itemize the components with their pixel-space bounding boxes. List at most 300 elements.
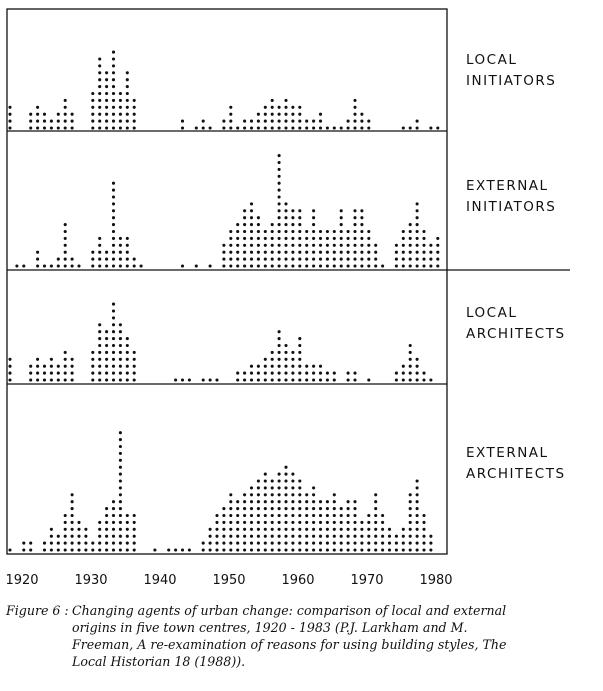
dot	[353, 507, 356, 510]
dot	[305, 535, 308, 538]
dot	[319, 500, 322, 503]
dot	[409, 378, 412, 381]
dot	[229, 535, 232, 538]
dot	[340, 258, 343, 261]
dot-column	[71, 258, 74, 268]
panel-label-line1: LOCAL	[466, 305, 518, 321]
dot	[222, 548, 225, 551]
dot	[278, 535, 281, 538]
dot	[353, 99, 356, 102]
dot	[409, 264, 412, 267]
dot	[98, 323, 101, 326]
dot	[167, 548, 170, 551]
dot	[36, 365, 39, 368]
dot	[112, 99, 115, 102]
dot	[381, 528, 384, 531]
dot	[278, 154, 281, 157]
dot	[305, 230, 308, 233]
dot	[84, 548, 87, 551]
dot	[360, 264, 363, 267]
dot	[409, 500, 412, 503]
dot	[257, 264, 260, 267]
dot	[133, 521, 136, 524]
dot	[319, 365, 322, 368]
dot	[264, 542, 267, 545]
dot	[91, 548, 94, 551]
dot-column	[29, 542, 32, 552]
dot-column	[278, 154, 281, 268]
dot	[250, 500, 253, 503]
dot	[57, 264, 60, 267]
dot	[278, 244, 281, 247]
dot	[374, 251, 377, 254]
dot	[416, 535, 419, 538]
dot	[416, 230, 419, 233]
dot	[312, 372, 315, 375]
dot	[215, 514, 218, 517]
dot	[98, 378, 101, 381]
dot	[284, 264, 287, 267]
x-tick-labels	[5, 573, 452, 588]
dot-column	[326, 126, 329, 129]
dot	[319, 251, 322, 254]
dot	[278, 500, 281, 503]
dot	[312, 548, 315, 551]
dot	[271, 521, 274, 524]
dot	[291, 493, 294, 496]
dot-column	[105, 330, 108, 381]
x-tick-label: 1980	[419, 573, 453, 588]
dot-column	[181, 378, 184, 381]
dot	[298, 521, 301, 524]
dot	[119, 535, 122, 538]
dot	[105, 344, 108, 347]
dot-column	[98, 57, 101, 129]
dot	[264, 493, 267, 496]
dot	[236, 521, 239, 524]
dot	[326, 514, 329, 517]
dot	[436, 264, 439, 267]
dot	[126, 548, 129, 551]
dot-column	[326, 372, 329, 382]
dot	[71, 358, 74, 361]
dot-column	[257, 365, 260, 382]
dot	[236, 251, 239, 254]
dot	[229, 237, 232, 240]
dot	[126, 99, 129, 102]
dot-column	[360, 521, 363, 552]
dot	[119, 548, 122, 551]
dot	[353, 535, 356, 538]
dot	[119, 372, 122, 375]
dot	[112, 189, 115, 192]
dot	[105, 126, 108, 129]
dot	[71, 120, 74, 123]
dot-column	[133, 351, 136, 382]
dot	[271, 372, 274, 375]
dot	[298, 237, 301, 240]
dot	[119, 452, 122, 455]
dot	[367, 514, 370, 517]
dot	[402, 542, 405, 545]
dot	[291, 486, 294, 489]
dot	[284, 507, 287, 510]
dot	[133, 535, 136, 538]
dot	[409, 126, 412, 129]
dot	[112, 244, 115, 247]
dot	[257, 493, 260, 496]
dot-column	[360, 113, 363, 130]
dot	[333, 542, 336, 545]
dot-column	[133, 514, 136, 552]
dot	[360, 120, 363, 123]
dot	[326, 372, 329, 375]
dot	[257, 528, 260, 531]
dot-column	[305, 365, 308, 382]
dot	[126, 514, 129, 517]
dot	[347, 372, 350, 375]
dot-column	[140, 264, 143, 267]
dot	[305, 237, 308, 240]
dot	[209, 548, 212, 551]
dot-column	[333, 372, 336, 382]
dot	[119, 120, 122, 123]
dot	[347, 244, 350, 247]
dot	[112, 209, 115, 212]
dot	[57, 378, 60, 381]
dot	[91, 365, 94, 368]
dot-column	[298, 479, 301, 551]
dot	[126, 120, 129, 123]
dot	[340, 535, 343, 538]
dot-column	[236, 372, 239, 382]
dot	[188, 548, 191, 551]
dot	[257, 521, 260, 524]
dot	[388, 548, 391, 551]
dot	[429, 542, 432, 545]
dot	[422, 244, 425, 247]
dot	[243, 258, 246, 261]
dot	[98, 113, 101, 116]
dot	[278, 358, 281, 361]
dot-column	[84, 528, 87, 552]
dot	[347, 258, 350, 261]
dot	[236, 378, 239, 381]
dot	[291, 237, 294, 240]
dot	[367, 244, 370, 247]
dot-column	[229, 230, 232, 268]
dot	[215, 521, 218, 524]
dot	[236, 264, 239, 267]
dot	[367, 251, 370, 254]
dot	[112, 195, 115, 198]
dot	[119, 337, 122, 340]
dot	[264, 514, 267, 517]
dot	[278, 330, 281, 333]
dot	[374, 521, 377, 524]
dot	[278, 264, 281, 267]
dot-column	[91, 92, 94, 130]
dot	[222, 528, 225, 531]
dot	[91, 113, 94, 116]
dot	[312, 528, 315, 531]
dot	[402, 372, 405, 375]
dot	[126, 378, 129, 381]
dot	[250, 258, 253, 261]
dot	[222, 258, 225, 261]
dot	[29, 548, 32, 551]
dot	[298, 113, 301, 116]
dot	[291, 372, 294, 375]
dot	[284, 473, 287, 476]
dot	[284, 113, 287, 116]
dot	[229, 244, 232, 247]
dot	[284, 548, 287, 551]
dot	[264, 258, 267, 261]
dot	[381, 264, 384, 267]
dot	[71, 542, 74, 545]
dot	[57, 113, 60, 116]
dot	[133, 264, 136, 267]
dot	[133, 258, 136, 261]
dot	[243, 542, 246, 545]
dot-column	[195, 126, 198, 129]
dot	[326, 244, 329, 247]
dot	[298, 216, 301, 219]
dot	[340, 521, 343, 524]
dot	[284, 378, 287, 381]
dot	[250, 378, 253, 381]
dot-column	[409, 493, 412, 551]
dot	[250, 244, 253, 247]
dot	[319, 113, 322, 116]
dot	[98, 64, 101, 67]
x-tick-label: 1930	[74, 573, 108, 588]
dot	[429, 548, 432, 551]
dot	[284, 528, 287, 531]
dot	[105, 337, 108, 340]
dot	[250, 120, 253, 123]
dot	[367, 528, 370, 531]
dot	[36, 120, 39, 123]
dot	[236, 126, 239, 129]
dot	[105, 358, 108, 361]
dot	[264, 528, 267, 531]
dot-column	[416, 358, 419, 382]
dot	[298, 365, 301, 368]
dot	[416, 521, 419, 524]
dot-column	[222, 244, 225, 268]
dot	[112, 309, 115, 312]
dot	[278, 175, 281, 178]
dot	[284, 202, 287, 205]
dot	[243, 493, 246, 496]
dot	[77, 521, 80, 524]
dot	[312, 365, 315, 368]
dot-column	[409, 223, 412, 268]
panel-4-dots	[8, 431, 432, 551]
dot	[112, 216, 115, 219]
dot	[360, 251, 363, 254]
dot	[395, 548, 398, 551]
dot	[215, 548, 218, 551]
dot	[278, 126, 281, 129]
dot	[36, 106, 39, 109]
dot	[374, 493, 377, 496]
dot-column	[319, 230, 322, 268]
dot	[271, 237, 274, 240]
dot	[395, 372, 398, 375]
dot	[312, 486, 315, 489]
dot	[250, 521, 253, 524]
dot	[105, 521, 108, 524]
dot	[284, 351, 287, 354]
dot-column	[174, 548, 177, 551]
dot	[367, 542, 370, 545]
dot-column	[29, 365, 32, 382]
dot	[98, 542, 101, 545]
dot	[119, 459, 122, 462]
dot	[305, 500, 308, 503]
dot-column	[278, 106, 281, 130]
dot	[91, 126, 94, 129]
dot	[105, 507, 108, 510]
dot	[195, 264, 198, 267]
dot	[257, 216, 260, 219]
dot-column	[64, 514, 67, 552]
dot	[57, 542, 60, 545]
dot	[284, 486, 287, 489]
dot	[91, 351, 94, 354]
dot	[416, 237, 419, 240]
dot	[291, 365, 294, 368]
dot	[105, 120, 108, 123]
dot	[395, 542, 398, 545]
dot	[271, 223, 274, 226]
dot	[112, 330, 115, 333]
dot	[71, 113, 74, 116]
dot	[64, 542, 67, 545]
dot	[367, 258, 370, 261]
dot-column	[340, 126, 343, 129]
dot	[112, 521, 115, 524]
dot	[64, 244, 67, 247]
dot	[416, 244, 419, 247]
dot-column	[119, 92, 122, 130]
dot	[333, 528, 336, 531]
dot-column	[374, 493, 377, 551]
dot	[319, 507, 322, 510]
dot	[222, 244, 225, 247]
dot	[353, 230, 356, 233]
dot	[119, 106, 122, 109]
dot	[264, 106, 267, 109]
dot	[271, 120, 274, 123]
dot	[278, 209, 281, 212]
dot	[119, 244, 122, 247]
dot	[133, 514, 136, 517]
dot	[57, 365, 60, 368]
dot	[119, 542, 122, 545]
dot	[84, 528, 87, 531]
dot	[77, 535, 80, 538]
dot	[250, 535, 253, 538]
dot	[298, 372, 301, 375]
dot	[326, 126, 329, 129]
dot	[43, 120, 46, 123]
dot	[278, 542, 281, 545]
dot	[429, 264, 432, 267]
dot	[271, 106, 274, 109]
dot	[422, 521, 425, 524]
dot	[250, 230, 253, 233]
dot-column	[257, 479, 260, 551]
dot-column	[360, 209, 363, 267]
dot	[298, 344, 301, 347]
dot	[409, 372, 412, 375]
dot	[174, 548, 177, 551]
dot	[416, 365, 419, 368]
dot	[284, 365, 287, 368]
dot	[278, 378, 281, 381]
dot-column	[195, 264, 198, 267]
dot-column	[250, 486, 253, 551]
dot-column	[43, 542, 46, 552]
dot	[291, 209, 294, 212]
dot	[29, 113, 32, 116]
dot	[402, 264, 405, 267]
dot-column	[264, 106, 267, 130]
dot	[395, 244, 398, 247]
dot	[291, 528, 294, 531]
dot	[416, 528, 419, 531]
dot	[291, 126, 294, 129]
dot	[243, 251, 246, 254]
dot	[374, 528, 377, 531]
dot-column	[133, 258, 136, 268]
dot	[71, 493, 74, 496]
dot	[409, 493, 412, 496]
dot-column	[298, 337, 301, 382]
dot	[257, 223, 260, 226]
dot	[271, 264, 274, 267]
dot	[64, 358, 67, 361]
dot	[119, 99, 122, 102]
chart-frame	[7, 9, 447, 554]
dot	[250, 514, 253, 517]
dot-column	[250, 202, 253, 267]
dot	[284, 500, 287, 503]
dot	[98, 337, 101, 340]
dot	[298, 548, 301, 551]
dot	[353, 542, 356, 545]
dot	[105, 264, 108, 267]
caption-line-1: Changing agents of urban change: comparison of local and external	[72, 603, 507, 618]
dot	[291, 251, 294, 254]
dot	[284, 479, 287, 482]
dot-column	[64, 223, 67, 268]
dot	[409, 223, 412, 226]
dot-column	[243, 209, 246, 267]
dot	[22, 264, 25, 267]
dot-column	[112, 303, 115, 382]
dot-column	[209, 126, 212, 129]
panel-2-dots	[15, 154, 439, 268]
dot	[112, 202, 115, 205]
dot	[278, 113, 281, 116]
dot	[291, 500, 294, 503]
dot	[50, 358, 53, 361]
